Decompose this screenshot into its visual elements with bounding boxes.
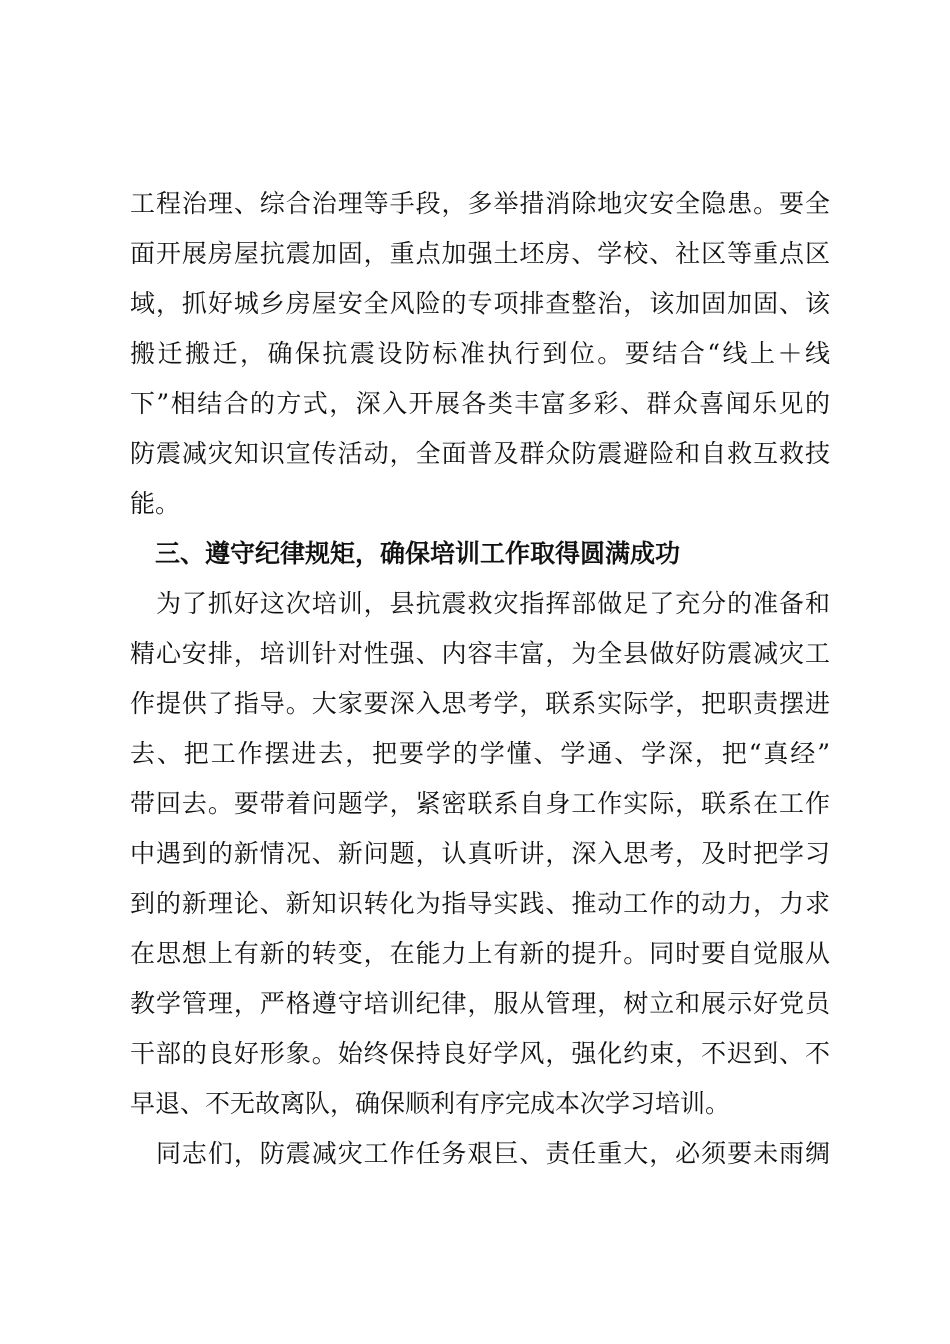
text-line: 面开展房屋抗震加固，重点加强土坯房、学校、社区等重点区 <box>130 239 830 268</box>
section-heading: 三、遵守纪律规矩，确保培训工作取得圆满成功 <box>130 539 681 568</box>
text-line: 工程治理、综合治理等手段，多举措消除地灾安全隐患。要全 <box>130 189 830 218</box>
text-line: 搬迁搬迁，确保抗震设防标准执行到位。要结合“线上＋线 <box>130 339 830 368</box>
text-line: 精心安排，培训针对性强、内容丰富，为全县做好防震减灾工 <box>130 639 830 668</box>
text-line: 为了抓好这次培训，县抗震救灾指挥部做足了充分的准备和 <box>130 589 830 618</box>
text-line: 域，抓好城乡房屋安全风险的专项排查整治，该加固加固、该 <box>130 289 830 318</box>
text-line: 同志们，防震减灾工作任务艰巨、责任重大，必须要未雨绸 <box>130 1139 830 1168</box>
text-line: 中遇到的新情况、新问题，认真听讲，深入思考，及时把学习 <box>130 839 830 868</box>
text-line: 到的新理论、新知识转化为指导实践、推动工作的动力，力求 <box>130 889 830 918</box>
text-line: 能。 <box>130 489 181 518</box>
text-line: 带回去。要带着问题学，紧密联系自身工作实际，联系在工作 <box>130 789 830 818</box>
text-line: 干部的良好形象。始终保持良好学风，强化约束，不迟到、不 <box>130 1039 830 1068</box>
text-line: 早退、不无故离队，确保顺利有序完成本次学习培训。 <box>130 1089 731 1118</box>
text-line: 教学管理，严格遵守培训纪律，服从管理，树立和展示好党员 <box>130 989 830 1018</box>
text-line: 防震减灾知识宣传活动，全面普及群众防震避险和自救互救技 <box>130 439 830 468</box>
text-line: 去、把工作摆进去，把要学的学懂、学通、学深，把“真经” <box>130 739 830 768</box>
text-line: 在思想上有新的转变，在能力上有新的提升。同时要自觉服从 <box>130 939 830 968</box>
text-line: 作提供了指导。大家要深入思考学，联系实际学，把职责摆进 <box>130 689 830 718</box>
text-line: 下”相结合的方式，深入开展各类丰富多彩、群众喜闻乐见的 <box>130 389 830 418</box>
